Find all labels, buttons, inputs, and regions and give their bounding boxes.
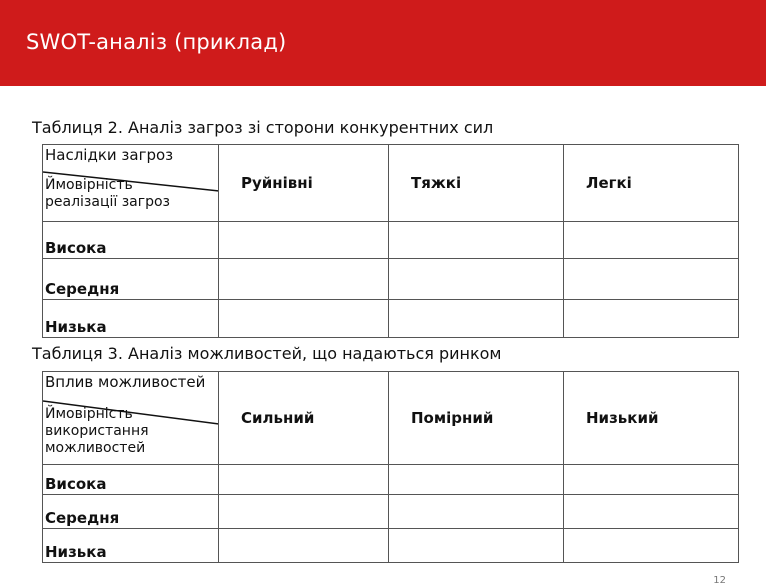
table-cell [389,529,564,563]
table-cell [389,465,564,495]
table-cell [564,529,739,563]
table-row [43,495,739,529]
page-number: 12 [713,575,726,586]
table-row [43,465,739,495]
threats-table [42,144,739,338]
table2-row-1: Середня [43,259,219,300]
table-cell [564,222,739,259]
table2-col-1: Тяжкі [389,145,564,222]
table3-corner-top: Вплив можливостей [45,373,206,391]
table2-row-0: Висока [43,222,219,259]
table-cell [564,495,739,529]
table3-row-2: Низька [43,529,219,563]
table-row [43,300,739,338]
table3-caption: Таблиця 3. Аналіз можливостей, що надаються ринком [32,344,502,363]
table-row [43,259,739,300]
table-cell [389,495,564,529]
table-cell [564,300,739,338]
table2-caption: Таблиця 2. Аналіз загроз зі сторони конкурентних сил [32,118,494,137]
title-bar [0,0,766,86]
table2-col-2: Легкі [564,145,739,222]
table3-row-1: Середня [43,495,219,529]
table-cell [219,465,389,495]
opportunities-table [42,371,739,563]
table-cell [389,300,564,338]
table3-row-0: Висока [43,465,219,495]
table-row [43,529,739,563]
table-row [43,222,739,259]
table-cell [219,495,389,529]
table-cell [219,529,389,563]
table-cell [219,222,389,259]
table-cell [219,300,389,338]
slide-title: SWOT-аналіз (приклад) [26,30,287,54]
table2-row-2: Низька [43,300,219,338]
table3-corner-cell [43,372,219,465]
table3-col-1: Помірний [389,372,564,465]
table-cell [219,259,389,300]
table2-corner-bottom: Ймовірність реалізації загроз [45,177,170,210]
table2-corner-top: Наслідки загроз [45,146,174,164]
table-cell [564,465,739,495]
table-cell [389,259,564,300]
table3-col-0: Сильний [219,372,389,465]
table-cell [564,259,739,300]
table3-col-2: Низький [564,372,739,465]
table-cell [389,222,564,259]
table3-corner-bottom: Ймовірність використання можливостей [45,406,149,456]
table2-corner-cell [43,145,219,222]
table2-col-0: Руйнівні [219,145,389,222]
